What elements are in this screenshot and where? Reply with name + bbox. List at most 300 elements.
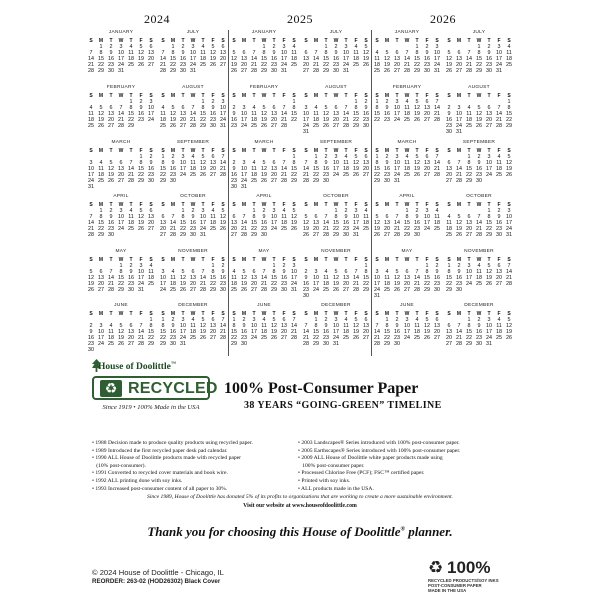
weekday-letter: S — [232, 147, 236, 154]
day-cell: 17 — [271, 219, 277, 226]
day-cell: 6 — [447, 159, 451, 166]
day-cell: 6 — [435, 316, 439, 323]
day-cell: 18 — [291, 55, 297, 62]
day-cell — [146, 232, 156, 238]
day-cell: 2 — [477, 153, 481, 160]
day-cell: 12 — [291, 213, 297, 220]
month-name: AUGUST — [468, 85, 490, 90]
timeline-item: • 2003 Landscapes® Series introduced with 100% post-consumer paper. — [298, 440, 460, 446]
day-cell — [136, 68, 146, 74]
day-cell: 8 — [385, 322, 389, 329]
day-cell: 21 — [220, 165, 226, 172]
day-cell: 4 — [497, 316, 501, 323]
weekday-letter: F — [354, 147, 358, 154]
day-cell: 13 — [446, 328, 452, 335]
day-cell: 24 — [404, 334, 410, 341]
day-cell: 26 — [414, 116, 420, 123]
day-cell: 18 — [261, 328, 267, 335]
day-cell: 28 — [313, 68, 319, 75]
day-cell: 2 — [282, 262, 286, 269]
day-cell: 28 — [220, 334, 226, 341]
day-cell: 16 — [384, 110, 390, 117]
day-cell: 1 — [314, 153, 318, 160]
day-cell: 3 — [435, 43, 439, 50]
day-cell: 21 — [374, 334, 380, 341]
day-cell: 1 — [272, 262, 276, 269]
day-cell: 7 — [497, 104, 501, 111]
day-cell: 17 — [506, 219, 512, 226]
day-cell: 16 — [343, 219, 349, 226]
day-cell — [341, 293, 351, 299]
day-cell: 20 — [486, 116, 492, 123]
month-name: FEBRUARY — [106, 85, 136, 90]
day-cell: 26 — [261, 123, 267, 130]
day-cell: 13 — [446, 165, 452, 172]
month-name: JANUARY — [251, 30, 277, 35]
day-cell: 28 — [414, 287, 420, 294]
day-cell: 23 — [261, 225, 267, 232]
day-cell — [504, 287, 514, 293]
day-cell: 30 — [486, 68, 492, 75]
day-cell: 31 — [303, 129, 309, 136]
day-cell: 6 — [304, 49, 308, 56]
day-cell: 13 — [333, 110, 339, 117]
day-cell: 6 — [109, 104, 113, 111]
week-row — [158, 341, 228, 347]
week-row — [158, 232, 228, 238]
day-cell: 20 — [404, 280, 410, 287]
month-name: APRIL — [113, 194, 129, 199]
week-row — [86, 232, 156, 238]
day-cell: 23 — [486, 61, 492, 68]
day-cell — [464, 129, 474, 135]
day-cell — [331, 129, 341, 135]
month-july — [158, 30, 228, 84]
day-cell: 17 — [148, 110, 154, 117]
day-cell — [351, 68, 361, 74]
day-cell: 23 — [108, 61, 114, 68]
day-cell: 6 — [99, 268, 103, 275]
day-cell: 17 — [190, 55, 196, 62]
thank-you-message: Thank you for choosing this House of Doolittle® planner. — [147, 524, 453, 539]
weekday-letter: S — [507, 201, 511, 208]
day-cell: 31 — [220, 123, 226, 130]
month-name: APRIL — [256, 194, 272, 199]
day-cell: 3 — [344, 43, 348, 50]
weekday-letter: T — [272, 147, 276, 154]
day-cell: 5 — [89, 268, 93, 275]
day-cell — [106, 184, 116, 190]
timeline-item: • 1989 Introduced the first recycled paper desk pad calendar. — [92, 447, 228, 454]
day-cell: 13 — [148, 49, 154, 56]
day-cell: 20 — [241, 61, 247, 68]
day-cell: 16 — [303, 280, 309, 287]
day-cell: 1 — [467, 153, 471, 160]
day-cell: 23 — [148, 171, 154, 178]
day-cell: 26 — [303, 232, 309, 239]
day-cell: 19 — [271, 328, 277, 335]
weekday-letter: T — [201, 147, 205, 154]
weekday-letter: T — [129, 256, 133, 263]
weekday-letter: W — [190, 201, 196, 208]
month-september — [444, 140, 514, 194]
day-cell: 2 — [457, 262, 461, 269]
day-cell: 15 — [363, 274, 369, 281]
day-cell: 2 — [109, 207, 113, 214]
day-cell: 1 — [314, 316, 318, 323]
day-cell: 10 — [148, 104, 154, 111]
weekday-letter: T — [487, 92, 491, 99]
day-cell: 11 — [446, 219, 452, 226]
day-cell: 29 — [363, 287, 369, 294]
day-cell: 8 — [181, 213, 185, 220]
day-cell: 3 — [181, 316, 185, 323]
day-cell: 1 — [375, 98, 379, 105]
weekday-letter: S — [304, 92, 308, 99]
day-cell: 10 — [333, 322, 339, 329]
day-cell: 13 — [180, 110, 186, 117]
weekday-letter: F — [282, 201, 286, 208]
day-cell: 22 — [118, 280, 124, 287]
day-cell: 21 — [241, 225, 247, 232]
day-cell: 1 — [334, 207, 338, 214]
day-cell — [494, 287, 504, 293]
day-cell: 19 — [394, 280, 400, 287]
weekday-letter: T — [109, 92, 113, 99]
weekday-letter: T — [252, 92, 256, 99]
day-cell: 2 — [171, 153, 175, 160]
day-cell: 13 — [303, 55, 309, 62]
day-cell: 19 — [446, 61, 452, 68]
day-cell: 23 — [343, 225, 349, 232]
weekday-letter: S — [304, 256, 308, 263]
day-cell: 7 — [405, 49, 409, 56]
day-cell: 21 — [506, 274, 512, 281]
day-cell — [351, 341, 361, 347]
day-cell: 26 — [506, 171, 512, 178]
day-cell: 13 — [251, 274, 257, 281]
day-cell: 7 — [109, 268, 113, 275]
day-cell: 7 — [304, 159, 308, 166]
day-cell: 18 — [353, 55, 359, 62]
day-cell: 18 — [128, 55, 134, 62]
day-cell: 28 — [241, 232, 247, 239]
weekday-letter: T — [201, 201, 205, 208]
day-cell: 27 — [384, 232, 390, 239]
year-title: 2026 — [430, 12, 456, 26]
day-cell: 12 — [180, 274, 186, 281]
month-name: MARCH — [254, 140, 274, 145]
day-cell: 22 — [98, 225, 104, 232]
day-cell — [208, 232, 218, 238]
day-cell: 5 — [109, 159, 113, 166]
day-cell: 23 — [476, 334, 482, 341]
day-cell: 26 — [261, 178, 267, 185]
day-cell: 23 — [241, 334, 247, 341]
day-cell: 30 — [108, 68, 114, 75]
month-march — [372, 140, 442, 194]
day-cell: 19 — [456, 225, 462, 232]
day-cell: 27 — [180, 123, 186, 130]
day-cell: 14 — [434, 159, 440, 166]
day-cell: 29 — [128, 123, 134, 130]
day-cell: 28 — [88, 68, 94, 75]
day-cell: 10 — [466, 268, 472, 275]
day-cell: 10 — [343, 49, 349, 56]
day-cell: 25 — [98, 178, 104, 185]
recycle-icon: ♻ — [100, 380, 122, 397]
day-cell — [269, 232, 279, 238]
day-cell: 9 — [435, 268, 439, 275]
day-cell: 24 — [424, 225, 430, 232]
weekday-letter: S — [364, 37, 368, 44]
day-cell — [289, 341, 299, 347]
weekday-letter: T — [181, 201, 185, 208]
weekday-letter: T — [252, 147, 256, 154]
weekday-letter: F — [425, 37, 429, 44]
day-cell: 25 — [148, 280, 154, 287]
day-cell: 11 — [363, 213, 369, 220]
day-cell: 16 — [333, 55, 339, 62]
day-cell: 20 — [160, 225, 166, 232]
month-name: JANUARY — [394, 30, 420, 35]
weekday-letter: T — [415, 37, 419, 44]
day-cell: 7 — [201, 268, 205, 275]
year-2025-calendar — [229, 12, 371, 360]
day-cell: 16 — [170, 165, 176, 172]
day-cell: 25 — [506, 61, 512, 68]
day-cell: 19 — [424, 328, 430, 335]
day-cell: 16 — [476, 328, 482, 335]
day-cell: 7 — [457, 322, 461, 329]
month-december — [444, 303, 514, 357]
day-cell: 2 — [149, 153, 153, 160]
day-cell: 5 — [364, 43, 368, 50]
day-cell: 30 — [333, 68, 339, 75]
weekday-letter: T — [467, 201, 471, 208]
weekday-letter: S — [447, 37, 451, 44]
day-cell: 23 — [323, 171, 329, 178]
day-cell: 6 — [487, 104, 491, 111]
day-cell: 9 — [477, 159, 481, 166]
day-cell: 8 — [262, 49, 266, 56]
day-cell: 18 — [190, 328, 196, 335]
day-cell: 26 — [108, 178, 114, 185]
day-cell: 3 — [467, 262, 471, 269]
day-cell: 30 — [88, 347, 94, 354]
day-cell: 8 — [292, 159, 296, 166]
day-cell: 9 — [171, 159, 175, 166]
day-cell: 25 — [466, 123, 472, 130]
day-cell: 3 — [375, 268, 379, 275]
weekday-letter: S — [292, 201, 296, 208]
badge-percent: 100% — [447, 558, 491, 577]
weekday-letter: F — [425, 147, 429, 154]
weekday-letter: W — [261, 37, 267, 44]
day-cell — [432, 293, 442, 299]
weekday-letter: T — [181, 256, 185, 263]
reorder-code: REORDER: 263-02 (HOD26302) Black Cover — [92, 578, 221, 585]
day-cell: 15 — [414, 55, 420, 62]
month-name: OCTOBER — [323, 194, 349, 199]
weekday-letter: M — [456, 201, 462, 208]
day-cell: 28 — [138, 341, 144, 348]
day-cell: 31 — [496, 68, 502, 75]
day-cell: 28 — [303, 341, 309, 348]
day-cell: 16 — [394, 328, 400, 335]
day-cell: 7 — [221, 153, 225, 160]
day-cell: 4 — [405, 98, 409, 105]
weekday-letter: S — [89, 310, 93, 317]
day-cell: 21 — [434, 110, 440, 117]
day-cell: 3 — [139, 262, 143, 269]
day-cell: 22 — [353, 116, 359, 123]
day-cell: 9 — [262, 213, 266, 220]
day-cell: 5 — [211, 43, 215, 50]
day-cell — [106, 347, 116, 353]
day-cell: 23 — [108, 225, 114, 232]
day-cell — [422, 341, 432, 347]
weekday-letter: S — [435, 256, 439, 263]
day-cell: 4 — [262, 316, 266, 323]
day-cell: 1 — [252, 207, 256, 214]
day-cell — [116, 347, 126, 353]
day-cell: 10 — [394, 104, 400, 111]
day-cell: 23 — [88, 341, 94, 348]
day-cell: 20 — [210, 165, 216, 172]
weekday-letter: T — [395, 147, 399, 154]
day-cell: 15 — [98, 55, 104, 62]
day-cell: 4 — [435, 207, 439, 214]
weekday-letter: S — [507, 256, 511, 263]
day-cell: 10 — [138, 268, 144, 275]
day-cell: 7 — [282, 159, 286, 166]
day-cell: 26 — [118, 341, 124, 348]
day-cell: 18 — [251, 116, 257, 123]
day-cell: 1 — [161, 316, 165, 323]
week-row — [372, 293, 442, 299]
day-cell — [289, 184, 299, 190]
weekday-letter: T — [415, 310, 419, 317]
day-cell: 1 — [119, 262, 123, 269]
day-cell: 8 — [375, 104, 379, 111]
day-cell: 5 — [119, 322, 123, 329]
week-row — [301, 68, 371, 74]
day-cell: 19 — [210, 55, 216, 62]
day-cell: 5 — [447, 49, 451, 56]
day-cell: 30 — [424, 68, 430, 75]
day-cell: 6 — [119, 159, 123, 166]
weekday-letter: F — [211, 310, 215, 317]
day-cell: 23 — [414, 225, 420, 232]
weekday-letter: W — [404, 147, 410, 154]
week-row — [229, 287, 299, 293]
day-cell: 15 — [404, 219, 410, 226]
weekday-letter: T — [324, 37, 328, 44]
website-link[interactable]: Visit our website at www.houseofdoolittle.com — [243, 503, 357, 509]
weekday-letter: T — [344, 201, 348, 208]
day-cell — [279, 184, 289, 190]
day-cell: 16 — [363, 110, 369, 117]
day-cell: 8 — [447, 268, 451, 275]
day-cell: 14 — [88, 219, 94, 226]
day-cell: 28 — [456, 341, 462, 348]
day-cell: 11 — [128, 213, 134, 220]
day-cell: 24 — [374, 287, 380, 294]
day-cell: 27 — [363, 171, 369, 178]
day-cell: 8 — [405, 213, 409, 220]
day-cell: 23 — [394, 334, 400, 341]
day-cell: 5 — [262, 104, 266, 111]
day-cell: 5 — [232, 49, 236, 56]
day-cell: 20 — [363, 328, 369, 335]
day-cell: 26 — [384, 68, 390, 75]
day-cell: 28 — [323, 232, 329, 239]
day-cell: 26 — [353, 334, 359, 341]
day-cell: 20 — [128, 334, 134, 341]
month-july — [444, 30, 514, 84]
timeline-item: • 1991 Converted to recycled cover materials and book wire. — [92, 470, 228, 477]
weekday-letter: W — [404, 310, 410, 317]
day-cell: 4 — [344, 153, 348, 160]
day-cell: 2 — [435, 262, 439, 269]
day-cell: 19 — [414, 165, 420, 172]
day-cell: 18 — [496, 165, 502, 172]
weekday-letter: F — [497, 37, 501, 44]
weekday-letter: T — [109, 147, 113, 154]
day-cell: 4 — [252, 159, 256, 166]
weekday-letter: W — [118, 201, 124, 208]
brand-name: House of Doolittle™ — [98, 362, 176, 373]
day-cell: 10 — [200, 213, 206, 220]
day-cell: 15 — [291, 165, 297, 172]
day-cell: 4 — [129, 43, 133, 50]
day-cell: 22 — [506, 116, 512, 123]
day-cell: 1 — [139, 153, 143, 160]
week-row — [86, 184, 156, 190]
weekday-letter: T — [324, 256, 328, 263]
day-cell: 20 — [118, 171, 124, 178]
day-cell: 3 — [252, 316, 256, 323]
month-may — [86, 249, 156, 303]
day-cell: 20 — [424, 110, 430, 117]
day-cell: 21 — [160, 61, 166, 68]
day-cell: 15 — [180, 219, 186, 226]
day-cell: 31 — [241, 184, 247, 191]
day-cell: 26 — [446, 68, 452, 75]
day-cell: 4 — [354, 43, 358, 50]
day-cell: 23 — [476, 171, 482, 178]
day-cell: 16 — [231, 171, 237, 178]
day-cell — [484, 129, 494, 135]
day-cell: 16 — [128, 274, 134, 281]
day-cell: 4 — [292, 43, 296, 50]
day-cell: 23 — [138, 116, 144, 123]
day-cell: 22 — [261, 61, 267, 68]
day-cell: 13 — [466, 219, 472, 226]
day-cell: 18 — [374, 61, 380, 68]
weekday-letter: S — [221, 310, 225, 317]
day-cell: 4 — [415, 316, 419, 323]
day-cell: 22 — [200, 116, 206, 123]
badge-note-line: POST-CONSUMER PAPER — [428, 582, 482, 588]
day-cell: 12 — [333, 274, 339, 281]
day-cell: 16 — [108, 55, 114, 62]
day-cell: 25 — [291, 61, 297, 68]
day-cell: 27 — [446, 341, 452, 348]
day-cell: 23 — [281, 280, 287, 287]
day-cell — [269, 184, 279, 190]
